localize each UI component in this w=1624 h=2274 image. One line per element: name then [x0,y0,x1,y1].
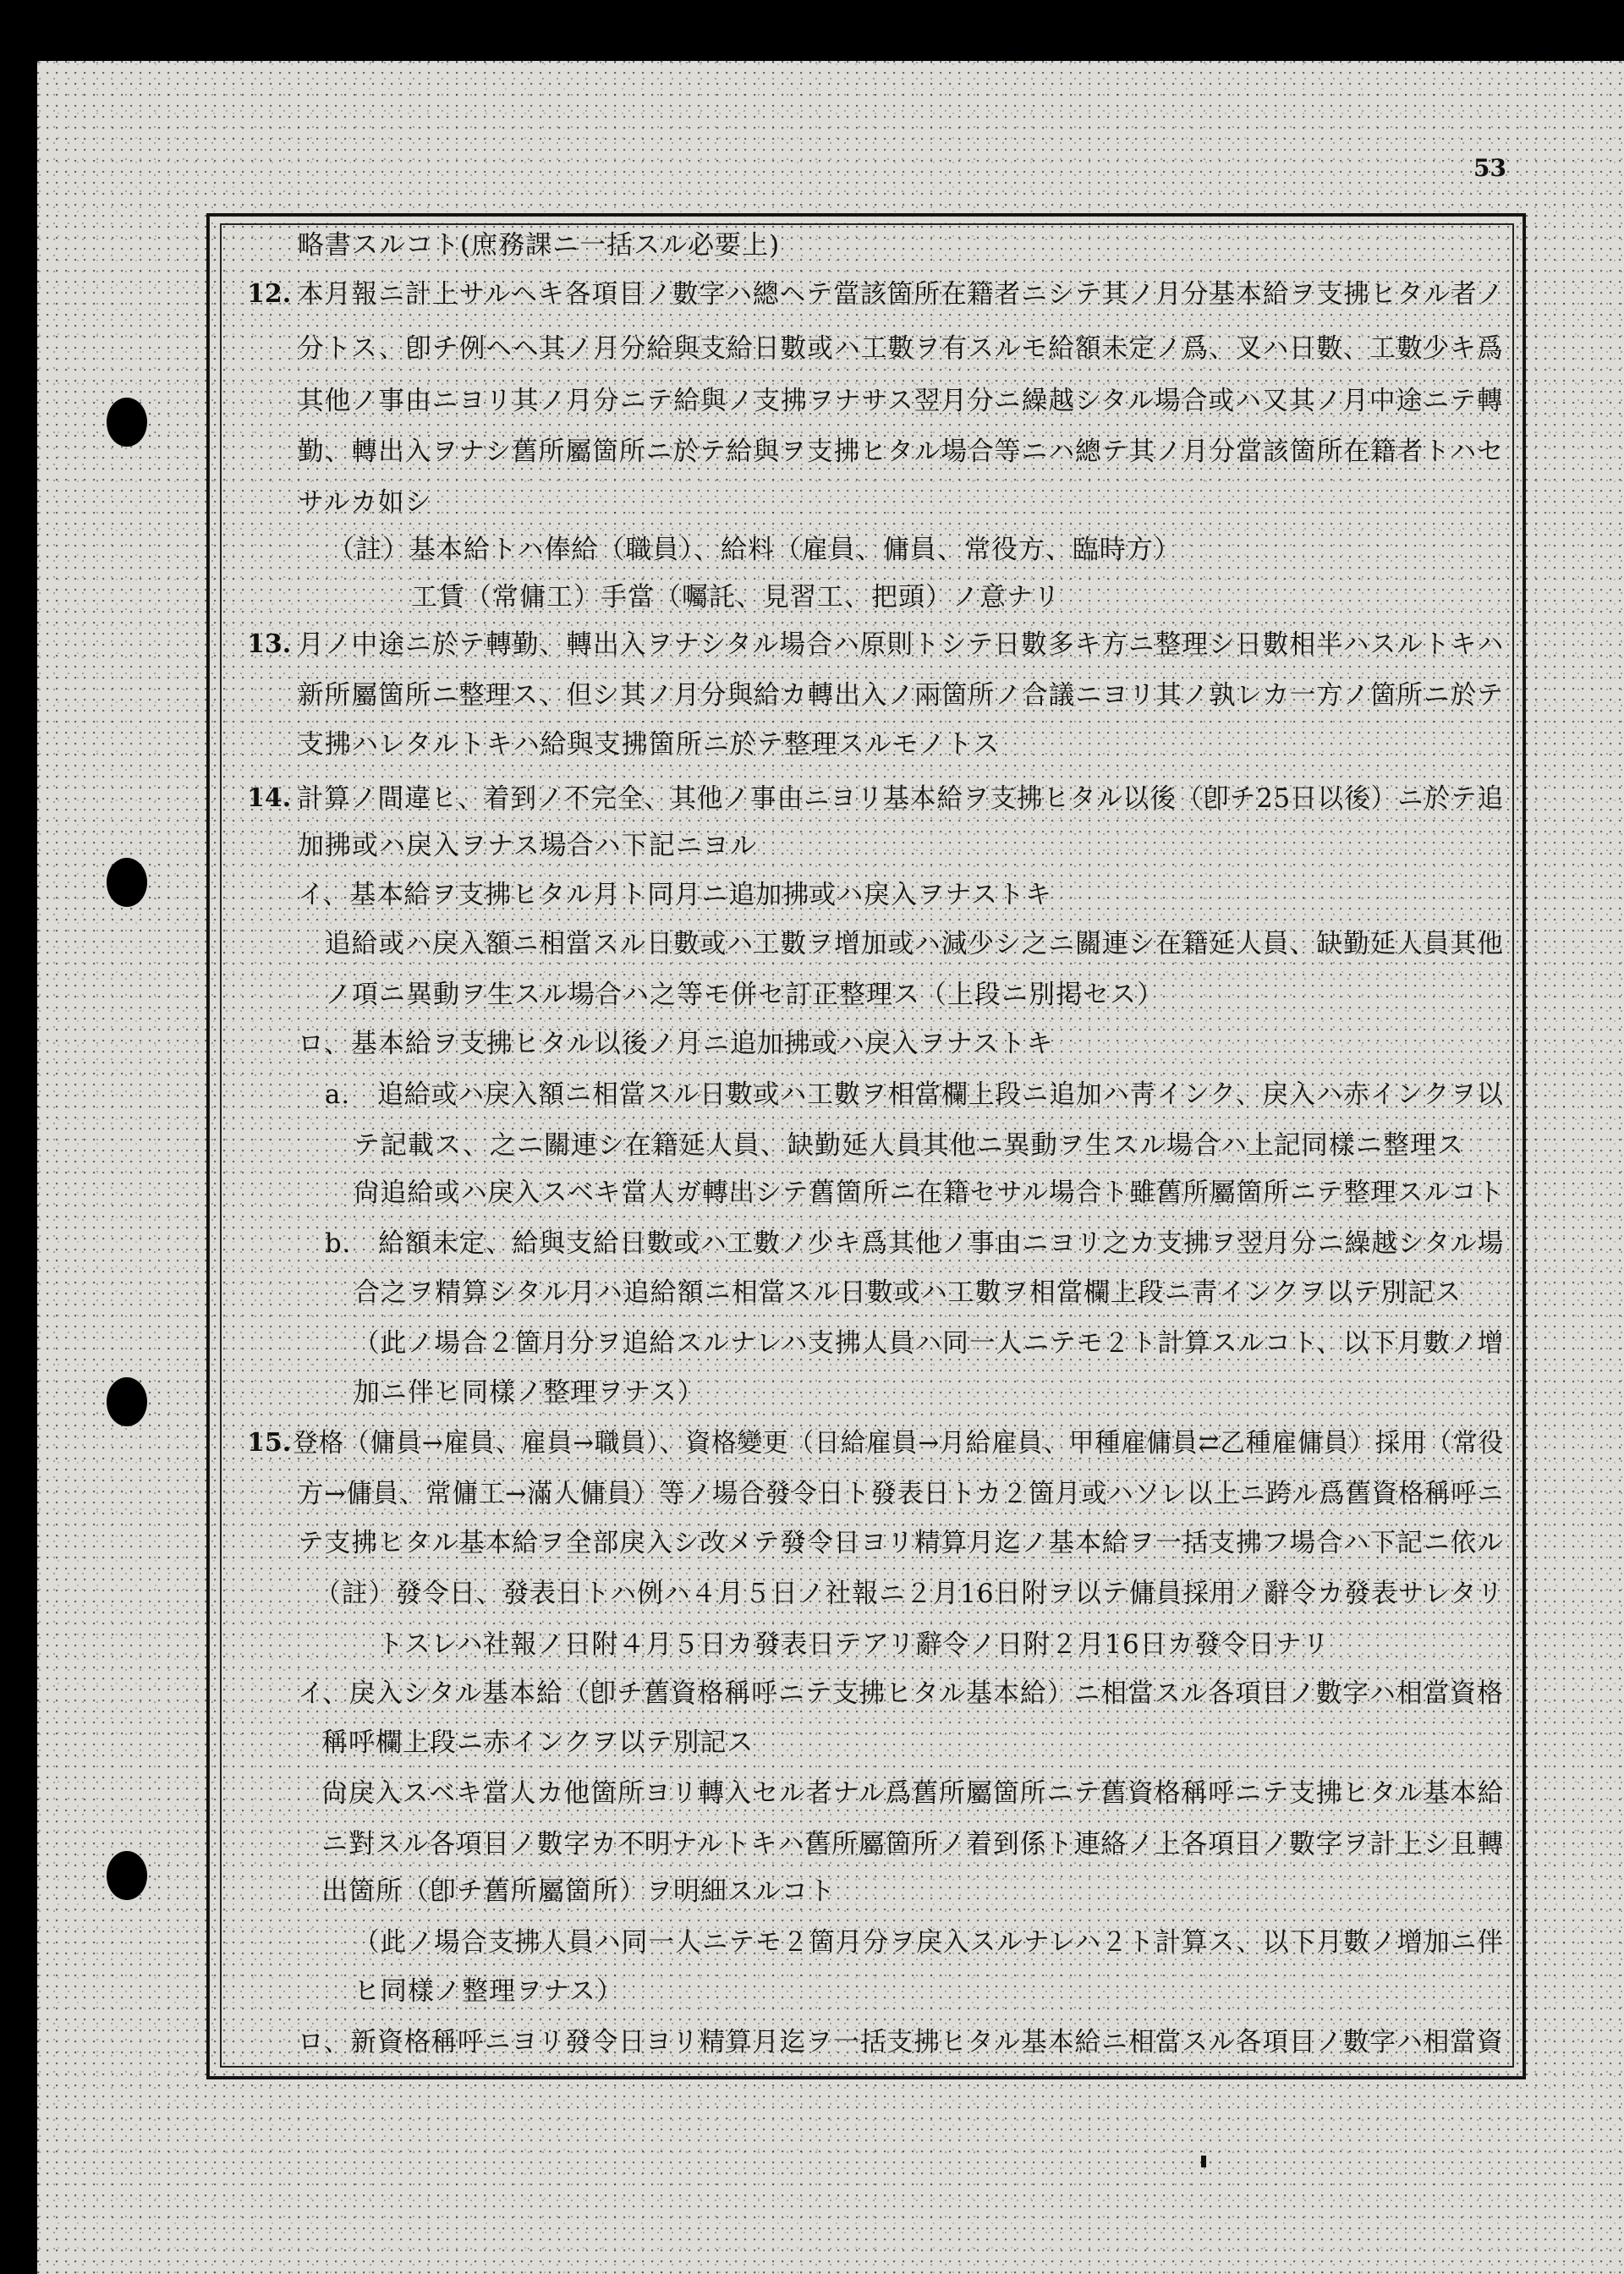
section-14-line: （此ノ場合２箇月分ヲ追給スルナレハ支拂人員ハ同一人ニテモ２ト計算スルコト、以下月數ノ增 [354,1328,1505,1359]
section-15-line: 尙戾入スベキ當人カ他箇所ヨリ轉入セル者ナル爲舊所屬箇所ニテ舊資格稱呼ニテ支拂ヒタル基本給 [321,1778,1505,1809]
section-14-line: a. 追給或ハ戾入額ニ相當スル日數或ハ工數ヲ相當欄上段ニ追加ハ靑インク、戾入ハ赤インクヲ以 [325,1079,1504,1110]
section-number-12: 12. [247,279,292,309]
section-14-line: b. 給額未定、給與支給日數或ハ工數ノ少キ爲其他ノ事由ニヨリ之カ支拂ヲ翌月分ニ繰越シタル場 [325,1228,1505,1259]
punch-hole [107,1851,147,1900]
section-14-subitem: イ、基本給ヲ支拂ヒタル月ト同月ニ追加拂或ハ戾入ヲナストキ [298,880,1052,910]
section-15-note: トスレハ社報ノ日附４月５日カ發表日テアリ辭令ノ日附２月16日カ發令日ナリ [377,1629,1330,1660]
section-15-line: 出箇所（卽チ舊所屬箇所）ヲ明細スルコト [321,1876,836,1907]
section-14-line: 加ニ伴ヒ同樣ノ整理ヲナス） [354,1377,705,1408]
section-14-subitem: ロ、基本給ヲ支拂ヒタル以後ノ月ニ追加拂或ハ戾入ヲナストキ [298,1029,1054,1059]
section-14-line: 尙追給或ハ戾入スベキ當人ガ轉出シテ舊箇所ニ在籍セサル場合ト雖舊所屬箇所ニテ整理スルコト [354,1178,1505,1208]
section-15-line: ニ對スル各項目ノ數字カ不明ナルトキハ舊所屬箇所ノ着到係ト連絡ノ上各項目ノ數字ヲ計上シ且轉 [321,1829,1505,1859]
intro-line: 略書スルコト(庶務課ニ一括スル必要上) [298,230,781,261]
section-15-line: 登格（傭員→雇員、雇員→職員）、資格變更（日給雇員→月給雇員、甲種雇傭員⇄乙種雇傭員）採用（常役 [293,1428,1505,1458]
section-12-line: サルカ如シ [298,487,432,518]
punch-hole [107,858,147,907]
section-12-line: 其他ノ事由ニヨリ其ノ月分ニテ給與ノ支拂ヲナサス翌月分ニ繰越シタル場合或ハ又其ノ月中途ニテ轉 [298,386,1504,416]
section-14-line: 計算ノ間違ヒ、着到ノ不完全、其他ノ事由ニヨリ基本給ヲ支拂ヒタル以後（卽チ25日以後）ニ於テ追 [298,783,1505,814]
section-15-line: 方→傭員、常傭工→滿人傭員）等ノ場合發令日ト發表日トカ２箇月或ハソレ以上ニ跨ル爲舊資格稱呼ニ [298,1479,1504,1509]
section-15-line: （此ノ場合支拂人員ハ同一人ニテモ２箇月分ヲ戾入スルナレハ２ト計算ス、以下月數ノ增加ニ伴 [354,1927,1505,1958]
section-15-note: （註）發令日、發表日トハ例ハ４月５日ノ社報ニ２月16日附ヲ以テ傭員採用ノ辭令カ發表サレタリ [315,1579,1504,1609]
section-12-line: 勤、轉出入ヲナシ舊所屬箇所ニ於テ給與ヲ支拂ヒタル場合等ニハ總テ其ノ月分當該箇所在籍者トハセ [298,437,1504,467]
section-12-note: 工賃（常傭工）手當（囑託、見習工、把頭）ノ意ナリ [411,582,1061,612]
punch-hole [107,1377,147,1426]
section-number-15: 15. [247,1428,292,1458]
section-14-line: 合之ヲ精算シタル月ハ追給額ニ相當スル日數或ハ工數ヲ相當欄上段ニ靑インクヲ以テ別記ス [354,1277,1462,1308]
section-14-line: ノ項ニ異動ヲ生スル場合ハ之等モ併セ訂正整理ス（上段ニ別掲セス） [325,980,1164,1010]
page-number: 53 [1473,154,1506,182]
punch-hole [107,398,147,447]
section-number-13: 13. [247,629,292,659]
section-14-line: 加拂或ハ戾入ヲナス場合ハ下記ニヨル [298,831,757,861]
section-14-line: 追給或ハ戾入額ニ相當スル日數或ハ工數ヲ增加或ハ減少シ之ニ關連シ在籍延人員、缺勤延人員其他 [325,929,1505,959]
section-13-line: 月ノ中途ニ於テ轉勤、轉出入ヲナシタル場合ハ原則トシテ日數多キ方ニ整理シ日數相半ハスルトキハ [298,629,1505,660]
section-number-14: 14. [247,783,292,813]
section-13-line: 支拂ハレタルトキハ給與支拂箇所ニ於テ整理スルモノトス [298,729,1001,760]
section-15-line: 稱呼欄上段ニ赤インクヲ以テ別記ス [321,1727,754,1758]
section-12-line: 分トス、卽チ例ヘヘ其ノ月分給與支給日數或ハ工數ヲ有スルモ給額未定ノ爲、叉ハ日數、工數少キ爲 [298,333,1504,364]
section-15-subitem: ロ、新資格稱呼ニヨリ發令日ヨリ精算月迄ヲ一括支拂ヒタル基本給ニ相當スル各項目ノ數字ハ相當資 [298,2027,1504,2057]
section-15-line: テ支拂ヒタル基本給ヲ全部戾入シ改メテ發令日ヨリ精算月迄ノ基本給ヲ一括支拂フ場合ハ下記ニ依ル [298,1528,1505,1558]
section-13-line: 新所屬箇所ニ整理ス、但シ其ノ月分與給カ轉出入ノ兩箇所ノ合議ニヨリ其ノ孰レカ一方ノ箇所ニ於テ [298,680,1504,711]
section-15-line: ヒ同樣ノ整理ヲナス） [354,1976,623,2007]
scan-mark [1201,2156,1206,2167]
section-12-note: （註）基本給トハ俸給（職員）、給料（雇員、傭員、常役方、臨時方） [328,535,1181,565]
section-14-line: テ記載ス、之ニ關連シ在籍延人員、缺勤延人員其他ニ異動ヲ生スル場合ハ上記同樣ニ整理ス [354,1130,1464,1161]
section-15-subitem: イ、戾入シタル基本給（卽チ舊資格稱呼ニテ支拂ヒタル基本給）ニ相當スル各項目ノ數字ハ相當資格 [298,1678,1504,1709]
section-12-line: 本月報ニ計上サルヘキ各項目ノ數字ハ總ヘテ當該箇所在籍者ニシテ其ノ月分基本給ヲ支拂ヒタル者ノ [298,279,1505,310]
